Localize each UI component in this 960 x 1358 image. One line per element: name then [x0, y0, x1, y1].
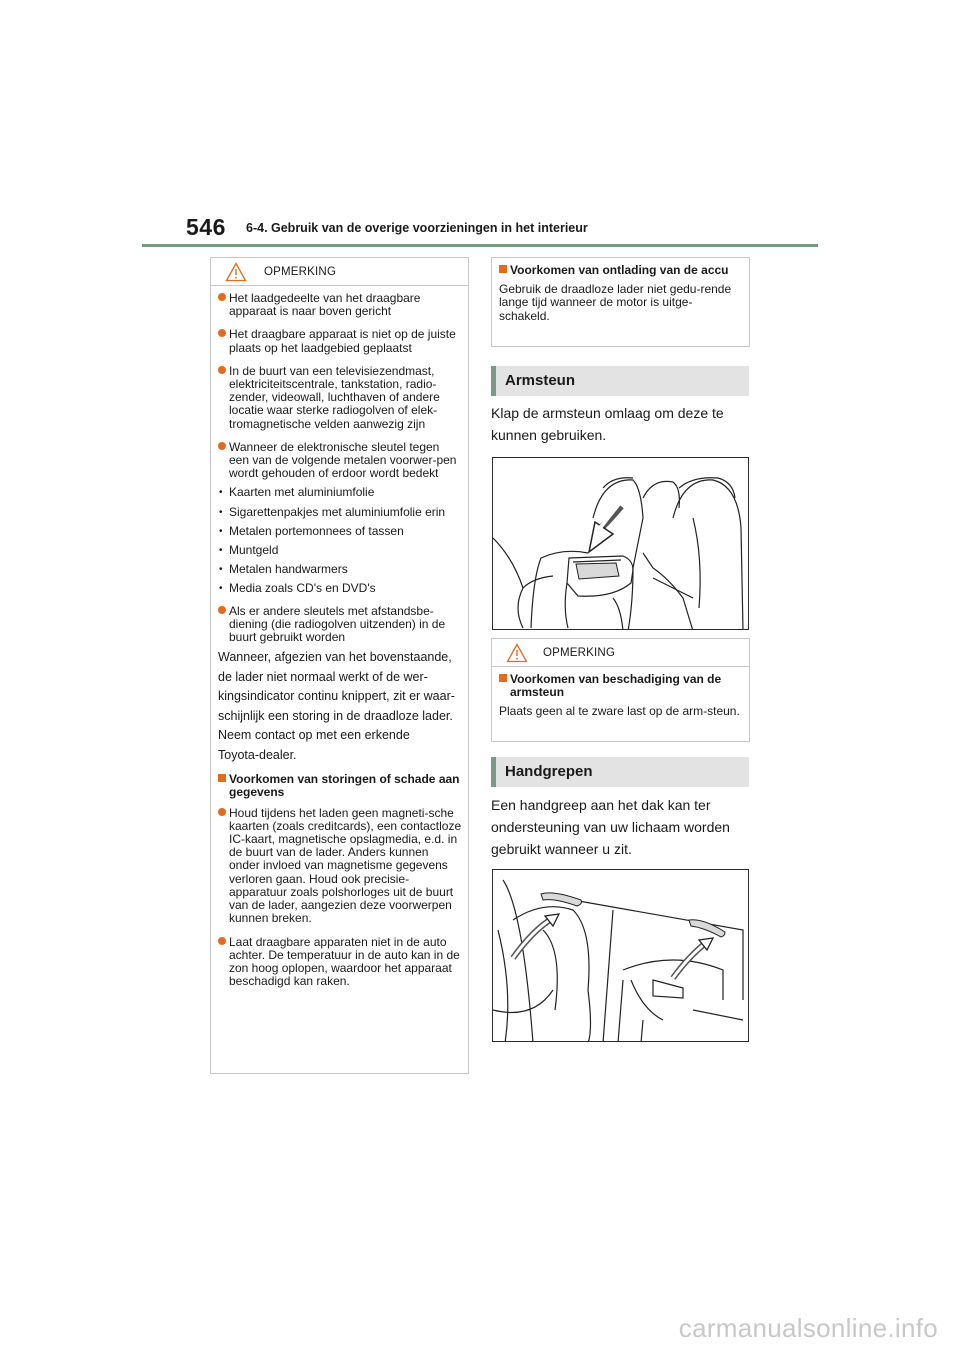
- square-bullet: [218, 774, 226, 782]
- square-bullet: [499, 674, 507, 682]
- notice-label: OPMERKING: [264, 266, 337, 278]
- bullet-dot: [218, 606, 226, 614]
- watermark: carmanualsonline.info: [678, 1313, 938, 1343]
- header-rule: [142, 244, 818, 247]
- list-item: Houd tijdens het laden geen magneti-sche kaarten (zoals creditcards), een contactloze IC-kaart, magnetische opslagmedia, e.d. in de buurt van de lader. Anders kunnen onder invloed van magnetisme gegevens verloren gaan. Houd ook precisie-apparatuur zoals polshorloges uit de buurt van de lader, aangezien deze voorwerpen kunnen breken.: [218, 807, 462, 926]
- notice-text: Gebruik de draadloze lader niet gedu-rende lange tijd wanneer de motor is uitge-schakeld.: [499, 282, 732, 323]
- armrest-illustration: [492, 457, 749, 630]
- notice-text: Plaats geen al te zware last op de arm-steun.: [499, 704, 740, 719]
- notice-header: [211, 258, 468, 286]
- section-title: 6-4. Gebruik van de overige voorzieningen in het interieur: [246, 221, 588, 235]
- sub-heading: Voorkomen van beschadiging van de armsteun: [499, 673, 743, 699]
- heading-handgrepen: Handgrepen: [491, 757, 749, 787]
- grab-handle-illustration: [492, 869, 749, 1042]
- list-item: In de buurt van een televisiezendmast, elektriciteitscentrale, tankstation, radio-zender, videowall, luchthaven of andere locatie waar sterke radiogolven of elek-tromagnetische velden aanwezig zijn: [218, 365, 462, 431]
- sub-heading: Voorkomen van ontlading van de accu: [499, 264, 743, 277]
- notice-box-armsteun: [491, 638, 750, 742]
- bullet-dot: [218, 937, 226, 945]
- notice-label: OPMERKING: [543, 647, 616, 659]
- dash-item: • Kaarten met aluminiumfolie: [218, 486, 462, 499]
- list-item: Het draagbare apparaat is niet op de juiste plaats op het laadgebied geplaatst: [218, 328, 462, 354]
- dash-item: • Metalen handwarmers: [218, 563, 462, 576]
- armsteun-text: Klap de armsteun omlaag om deze te kunnen gebruiken.: [491, 405, 724, 443]
- grab-handle-drawing: [493, 870, 749, 1042]
- notice-header: [492, 639, 749, 667]
- notice-paragraph: Wanneer, afgezien van het bovenstaande, de lader niet normaal werkt of de wer- kingsindicator continu knippert, zit er waar- schijnlijk een storing in de draadloze lader. Neem contact op met een erkende Toyota-dealer.: [218, 650, 455, 762]
- bullet-dot: [218, 293, 226, 301]
- square-bullet: [499, 265, 507, 273]
- notice-box-left: [210, 257, 469, 1074]
- heading-armsteun: Armsteun: [491, 366, 749, 396]
- list-item: Laat draagbare apparaten niet in de auto achter. De temperatuur in de auto kan in de zon hoog oplopen, waardoor het apparaat beschadigd kan raken.: [218, 936, 462, 989]
- bullet-dot: [218, 329, 226, 337]
- dash-item: • Metalen portemonnees of tassen: [218, 525, 462, 538]
- bullet-dot: [218, 442, 226, 450]
- dash-item: • Muntgeld: [218, 544, 462, 557]
- warning-icon: [225, 262, 247, 282]
- page-number: 546: [186, 214, 226, 240]
- notice-box-accu: [491, 257, 750, 347]
- armrest-drawing: [493, 458, 749, 630]
- handgrepen-text: Een handgreep aan het dak kan ter ondersteuning van uw lichaam worden gebruikt wanneer u zit.: [491, 797, 730, 857]
- list-item: Wanneer de elektronische sleutel tegen een van de volgende metalen voorwer-pen wordt gehouden of erdoor wordt bedekt: [218, 441, 462, 481]
- dash-item: • Sigarettenpakjes met aluminiumfolie erin: [218, 506, 462, 519]
- list-item: Het laadgedeelte van het draagbare apparaat is naar boven gericht: [218, 292, 462, 318]
- bullet-dot: [218, 366, 226, 374]
- list-item: Als er andere sleutels met afstandsbe-diening (die radiogolven uitzenden) in de buurt gebruikt worden: [218, 605, 462, 645]
- warning-icon: [506, 643, 528, 663]
- sub-heading: Voorkomen van storingen of schade aan gegevens: [218, 773, 462, 799]
- bullet-dot: [218, 808, 226, 816]
- dash-item: • Media zoals CD's en DVD's: [218, 582, 462, 595]
